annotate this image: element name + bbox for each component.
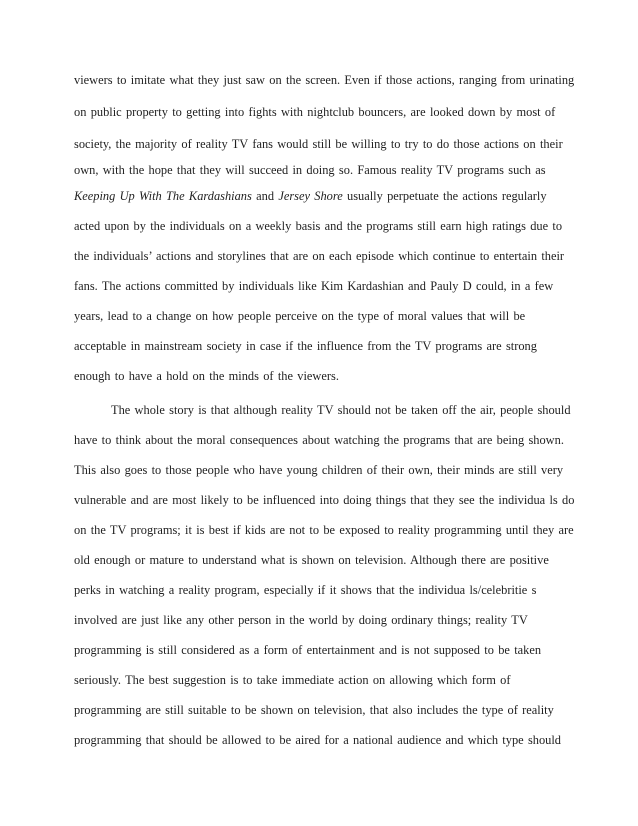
text-line: years, lead to a change on how people perceive on the type of moral values that will be xyxy=(74,309,526,323)
text-line: society, the majority of reality TV fans would still be willing to try to do those actions on their xyxy=(74,137,563,151)
show-title: Keeping Up With The Kardashians xyxy=(74,189,252,203)
text-span: and xyxy=(251,189,279,203)
text-line: involved are just like any other person in the world by doing ordinary things; reality TV xyxy=(74,613,528,627)
text-line: viewers to imitate what they just saw on the screen. Even if those actions, ranging from urinating xyxy=(74,73,575,87)
text-line: enough to have a hold on the minds of the viewers. xyxy=(74,369,339,383)
text-line: own, with the hope that they will succeed in doing so. Famous reality TV programs such as xyxy=(74,163,546,177)
text-line: acted upon by the individuals on a weekly basis and the programs still earn high ratings due to xyxy=(74,219,563,233)
text-line: seriously. The best suggestion is to take immediate action on allowing which form of xyxy=(74,673,511,687)
text-line: programming are still suitable to be shown on television, that also includes the type of reality xyxy=(74,703,554,717)
text-line: This also goes to those people who have young children of their own, their minds are still very xyxy=(74,463,564,477)
text-line: programming is still considered as a form of entertainment and is not supposed to be taken xyxy=(74,643,542,657)
text-line xyxy=(74,188,574,204)
text-line: acceptable in mainstream society in case if the influence from the TV programs are strong xyxy=(74,339,537,353)
text-line: on public property to getting into fights with nightclub bouncers, are looked down by most of xyxy=(74,105,556,119)
text-line: on the TV programs; it is best if kids are not to be exposed to reality programming until they are xyxy=(74,523,574,537)
text-line: perks in watching a reality program, especially if it shows that the individua ls/celebritie s xyxy=(74,583,537,597)
text-span: usually perpetuate the actions regularly xyxy=(342,189,547,203)
text-line: vulnerable and are most likely to be influenced into doing things that they see the individua ls do xyxy=(74,493,575,507)
text-line: have to think about the moral consequences about watching the programs that are being shown. xyxy=(74,433,564,447)
text-line: fans. The actions committed by individuals like Kim Kardashian and Pauly D could, in a few xyxy=(74,279,554,293)
text-line: old enough or mature to understand what is shown on television. Although there are positive xyxy=(74,553,549,567)
text-line: programming that should be allowed to be aired for a national audience and which type should xyxy=(74,733,561,747)
text-line: the individuals’ actions and storylines that are on each episode which continue to entertain their xyxy=(74,249,565,263)
text-line: The whole story is that although reality TV should not be taken off the air, people should xyxy=(111,403,571,417)
show-title: Jersey Shore xyxy=(278,189,343,203)
